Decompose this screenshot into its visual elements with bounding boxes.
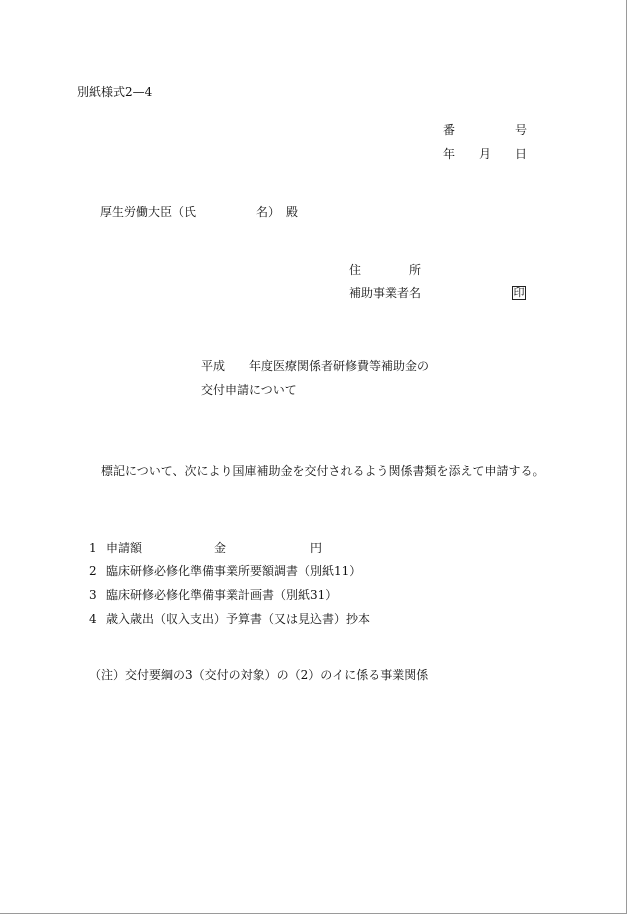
item-1-text: 申請額 金 円	[106, 541, 323, 555]
applicant-name-label: 補助事業者名	[349, 286, 422, 300]
form-id: 別紙様式2—4	[77, 85, 153, 99]
addressee: 厚生労働大臣（氏 名） 殿	[100, 205, 299, 219]
item-3-number: 3	[89, 588, 97, 602]
subject-line-2: 交付申請について	[201, 383, 297, 397]
item-2-number: 2	[89, 564, 97, 578]
body-text: 標記について、次により国庫補助金を交付されるよう関係書類を添えて申請する。	[101, 464, 545, 478]
item-1-number: 1	[89, 541, 97, 555]
number-label: 番 号	[443, 123, 528, 137]
item-4-number: 4	[89, 612, 97, 626]
note-label: （注）	[89, 668, 126, 682]
item-2-text: 臨床研修必修化準備事業所要額調書（別紙11）	[106, 564, 362, 578]
item-4-text: 歳入歳出（収入支出）予算書（又は見込書）抄本	[106, 612, 371, 626]
subject-line-1: 平成 年度医療関係者研修費等補助金の	[201, 359, 430, 373]
note-text: 交付要綱の3（交付の対象）の（2）のイに係る事業関係	[125, 668, 429, 682]
date-label: 年 月 日	[443, 147, 528, 161]
address-label: 住 所	[349, 263, 422, 277]
item-3-text: 臨床研修必修化準備事業計画書（別紙31）	[106, 588, 338, 602]
seal-mark: 印	[513, 286, 525, 299]
